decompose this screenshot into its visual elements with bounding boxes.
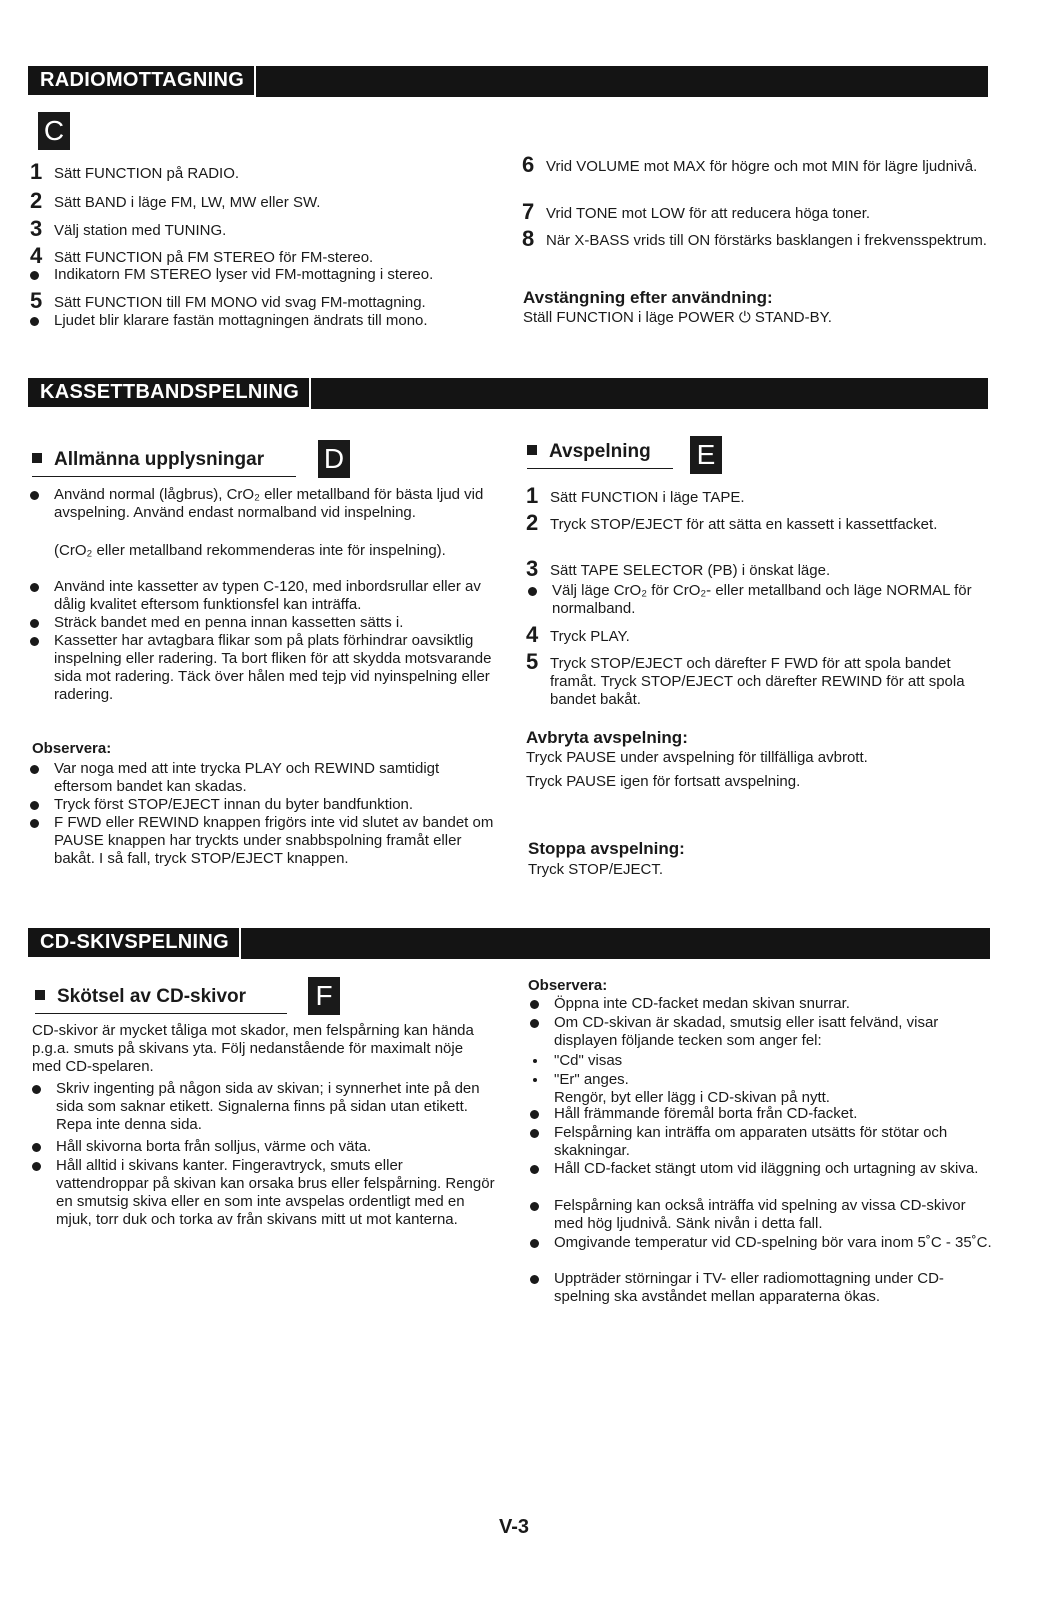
bullet-icon xyxy=(30,765,39,774)
tape-step-4: 4 Tryck PLAY. xyxy=(526,622,630,647)
radio-step-7: 7 Vrid TONE mot LOW för att reducera höga toner. xyxy=(522,199,871,224)
radio-step-3: 3 Välj station med TUNING. xyxy=(30,216,227,241)
tape-interrupt-line-2: Tryck PAUSE igen för fortsatt avspelning. xyxy=(526,773,801,790)
cd-observe-bullet-2: Om CD-skivan är skadad, smutsig eller isatt felvänd, visar displayen följande tecken som anger fel: xyxy=(528,1014,998,1050)
bullet-icon xyxy=(30,819,39,828)
section-bar-cd xyxy=(28,928,990,959)
cd-care-heading: Skötsel av CD-skivor xyxy=(35,986,287,1008)
square-bullet-icon xyxy=(32,453,42,463)
section-bar-radio xyxy=(28,66,988,97)
tape-step-3: 3 Sätt TAPE SELECTOR (PB) i önskat läge. xyxy=(526,556,831,581)
figure-badge-f: F xyxy=(308,977,340,1015)
tape-interrupt-heading: Avbryta avspelning: xyxy=(526,728,688,747)
tape-general-note: (CrO₂ eller metallband rekommenderas inte för inspelning). xyxy=(54,542,446,559)
cd-sub-bullet-cd: "Cd" visas xyxy=(528,1052,998,1070)
cd-care-bullet-3: Håll alltid i skivans kanter. Fingeravtryck, smuts eller vattendroppar på skivan kan orsaka brus eller felspårning. Rengör en smutsig skiva eller en som inte avspelas ordentligt med en mjuk, torr duk och torka av från skivans mitt ut mot kanterna. xyxy=(30,1157,496,1229)
cd-observe-heading: Observera: xyxy=(528,977,608,994)
radio-step-4: 4 Sätt FUNCTION på FM STEREO för FM-stereo. xyxy=(30,243,374,268)
bullet-icon xyxy=(530,1110,539,1119)
bullet-icon xyxy=(530,1239,539,1248)
radio-step-5: 5 Sätt FUNCTION till FM MONO vid svag FM-mottagning. xyxy=(30,288,426,313)
radio-step-8: 8 När X-BASS vrids till ON förstärks basklangen i frekvensspektrum. xyxy=(522,226,987,251)
bullet-icon xyxy=(30,801,39,810)
radio-off-heading: Avstängning efter användning: xyxy=(523,288,773,307)
tape-observe-bullet-2: Tryck först STOP/EJECT innan du byter bandfunktion. xyxy=(28,796,494,814)
square-bullet-icon xyxy=(35,990,45,1000)
cd-care-intro: CD-skivor är mycket tåliga mot skador, men felspårning kan hända p.g.a. smuts på skivans yta. Följ nedanstående för maximalt nöje med CD-spelaren. xyxy=(32,1022,474,1075)
bullet-icon xyxy=(32,1085,41,1094)
bullet-icon xyxy=(530,1275,539,1284)
bullet-icon xyxy=(530,1165,539,1174)
bullet-icon xyxy=(30,637,39,646)
figure-badge-d: D xyxy=(318,440,350,478)
radio-bullet-mono: Ljudet blir klarare fastän mottagningen ändrats till mono. xyxy=(28,312,498,330)
bullet-icon xyxy=(30,491,39,500)
tape-observe-bullet-3: F FWD eller REWIND knappen frigörs inte vid slutet av bandet om PAUSE knappen har tryckts under snabbspolning framåt eller bakåt. I så fall, tryck STOP/EJECT knappen. xyxy=(28,814,494,868)
small-bullet-icon xyxy=(533,1078,537,1082)
tape-step-1: 1 Sätt FUNCTION i läge TAPE. xyxy=(526,483,745,508)
small-bullet-icon xyxy=(533,1059,537,1063)
tape-interrupt-line-1: Tryck PAUSE under avspelning för tillfälliga avbrott. xyxy=(526,749,868,766)
cd-care-bullet-1: Skriv ingenting på någon sida av skivan; i synnerhet inte på den sida som saknar etikett. Signalerna finns på sidan utan etikett. Repa inte denna sida. xyxy=(30,1080,496,1134)
tape-general-bullet-4: Kassetter har avtagbara flikar som på plats förhindrar oavsiktlig inspelning eller radering. Ta bort fliken för att skydda motsvarande sida mot radering. Täck över hålen med tejp vid nyinspelning eller radering. xyxy=(28,632,494,704)
bullet-icon xyxy=(30,619,39,628)
page-number: V-3 xyxy=(499,1516,530,1538)
radio-step-2: 2 Sätt BAND i läge FM, LW, MW eller SW. xyxy=(30,188,321,213)
section-bar-tape xyxy=(28,378,988,409)
bullet-icon xyxy=(530,1129,539,1138)
cd-observe-bullet-4: Felspårning kan inträffa om apparaten utsätts för stötar och skakningar. xyxy=(528,1124,998,1160)
radio-step-1: 1 Sätt FUNCTION på RADIO. xyxy=(30,159,240,184)
radio-step-6: 6 Vrid VOLUME mot MAX för högre och mot MIN för lägre ljudnivå. xyxy=(522,152,978,177)
section-title-radio: RADIOMOTTAGNING xyxy=(28,66,256,97)
cd-observe-bullet-6: Felspårning kan också inträffa vid spelning av vissa CD-skivor med hög ljudnivå. Sänk nivån i detta fall. xyxy=(528,1197,998,1233)
bullet-icon xyxy=(32,1162,41,1171)
tape-play-bullet: Välj läge CrO₂ för CrO₂- eller metallband och läge NORMAL för normalband. xyxy=(526,582,996,618)
radio-bullet-stereo: Indikatorn FM STEREO lyser vid FM-mottagning i stereo. xyxy=(28,266,498,284)
bullet-icon xyxy=(530,1019,539,1028)
tape-observe-heading: Observera: xyxy=(32,740,112,757)
bullet-icon xyxy=(30,583,39,592)
radio-off-text: Ställ FUNCTION i läge POWER ⏻ STAND-BY. xyxy=(523,309,832,326)
tape-observe-bullet-1: Var noga med att inte trycka PLAY och REWIND samtidigt eftersom bandet kan skadas. xyxy=(28,760,494,796)
tape-play-heading: Avspelning xyxy=(527,441,673,463)
cd-observe-bullet-7: Omgivande temperatur vid CD-spelning bör vara inom 5˚C - 35˚C. xyxy=(528,1234,998,1252)
cd-sub-bullet-er: "Er" anges. xyxy=(528,1071,998,1089)
tape-general-bullet-3: Sträck bandet med en penna innan kassetten sätts i. xyxy=(28,614,494,632)
tape-step-5: 5 Tryck STOP/EJECT och därefter F FWD för att spola bandet framåt. Tryck STOP/EJECT och därefter REWIND för att spola bandet bakåt. xyxy=(526,649,965,708)
cd-observe-bullet-5: Håll CD-facket stängt utom vid iläggning och urtagning av skiva. xyxy=(528,1160,998,1178)
section-title-cd: CD-SKIVSPELNING xyxy=(28,928,241,959)
bullet-icon xyxy=(30,317,39,326)
bullet-icon xyxy=(30,271,39,280)
figure-badge-e: E xyxy=(690,436,722,474)
bullet-icon xyxy=(530,1202,539,1211)
bullet-icon xyxy=(528,587,537,596)
tape-general-bullet-2: Använd inte kassetter av typen C-120, med inbordsrullar eller av dålig kvalitet eftersom funktionsfel kan inträffa. xyxy=(28,578,494,614)
cd-sub-note: Rengör, byt eller lägg i CD-skivan på nytt. xyxy=(554,1089,830,1106)
cd-observe-bullet-3: Håll främmande föremål borta från CD-facket. xyxy=(528,1105,998,1123)
tape-general-bullet-1: Använd normal (lågbrus), CrO₂ eller metallband för bästa ljud vid avspelning. Använd endast normalband vid inspelning. xyxy=(28,486,494,522)
cd-observe-bullet-1: Öppna inte CD-facket medan skivan snurrar. xyxy=(528,995,998,1013)
tape-step-2: 2 Tryck STOP/EJECT för att sätta en kassett i kassettfacket. xyxy=(526,510,938,535)
tape-stop-text: Tryck STOP/EJECT. xyxy=(528,861,664,878)
bullet-icon xyxy=(32,1143,41,1152)
section-title-tape: KASSETTBANDSPELNING xyxy=(28,378,311,409)
tape-stop-heading: Stoppa avspelning: xyxy=(528,839,685,858)
cd-observe-bullet-8: Uppträder störningar i TV- eller radiomottagning under CD-spelning ska avståndet mellan apparaterna ökas. xyxy=(528,1270,998,1306)
cd-care-bullet-2: Håll skivorna borta från solljus, värme och väta. xyxy=(30,1138,496,1156)
figure-badge-c: C xyxy=(38,112,70,150)
tape-general-heading: Allmänna upplysningar xyxy=(32,449,296,471)
square-bullet-icon xyxy=(527,445,537,455)
bullet-icon xyxy=(530,1000,539,1009)
